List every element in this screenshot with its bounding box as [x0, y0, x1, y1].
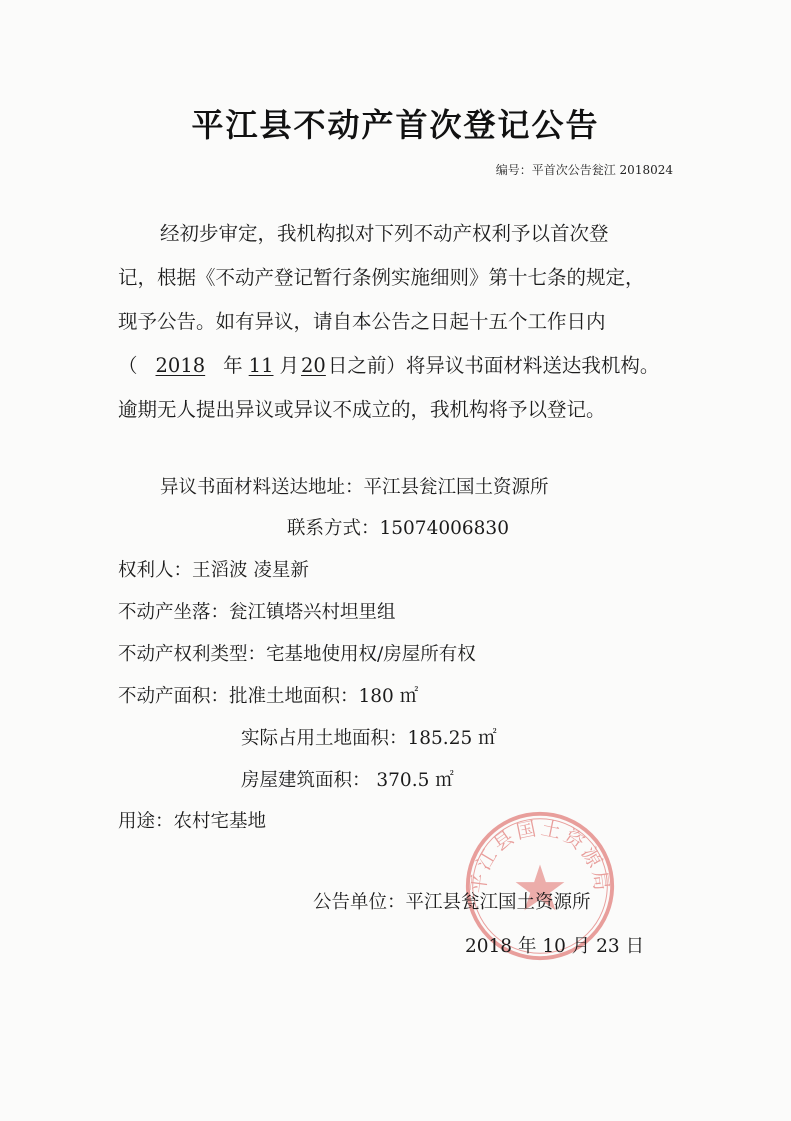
deadline-month: 11 [248, 354, 274, 377]
page-title: 平江县不动产首次登记公告 [191, 106, 600, 144]
area-building: 房屋建筑面积： 370.5 ㎡ [241, 770, 454, 791]
objection-address: 异议书面材料送达地址：平江县瓮江国土资源所 [160, 477, 549, 498]
property-location: 不动产坐落：瓮江镇塔兴村坦里组 [118, 602, 396, 623]
open-paren: （ [118, 354, 138, 377]
body-line-3: 现予公告。如有异议，请自本公告之日起十五个工作日内 [118, 310, 606, 333]
body-line-1: 经初步审定，我机构拟对下列不动产权利予以首次登 [160, 222, 609, 245]
deadline-rest: 日之前）将异议书面材料送达我机构。 [327, 354, 660, 377]
deadline-year: 2018 [155, 354, 206, 377]
body-line-5: 逾期无人提出异议或异议不成立的，我机构将予以登记。 [118, 398, 606, 421]
area-actual: 实际占用土地面积：185.25 ㎡ [241, 728, 497, 749]
document-number: 编号：平首次公告瓮江 2018024 [495, 163, 673, 177]
body-line-2: 记，根据《不动产登记暂行条例实施细则》第十七条的规定， [118, 266, 645, 289]
notice-unit: 公告单位：平江县瓮江国土资源所 [313, 892, 591, 913]
year-unit: 年 [223, 354, 243, 377]
deadline-day: 20 [301, 354, 326, 377]
usage: 用途：农村宅基地 [118, 811, 267, 832]
body-line-4 [118, 350, 678, 378]
right-holder: 权利人：王滔波 凌星新 [118, 560, 309, 581]
contact-info: 联系方式：15074006830 [287, 518, 509, 539]
month-unit: 月 [279, 354, 300, 377]
notice-date: 2018 年 10 月 23 日 [465, 936, 645, 957]
right-type: 不动产权利类型：宅基地使用权/房屋所有权 [118, 644, 476, 665]
svg-text:平江县国土资源局: 平江县国土资源局 [466, 816, 614, 895]
area-approved: 不动产面积：批准土地面积：180 ㎡ [118, 686, 419, 707]
